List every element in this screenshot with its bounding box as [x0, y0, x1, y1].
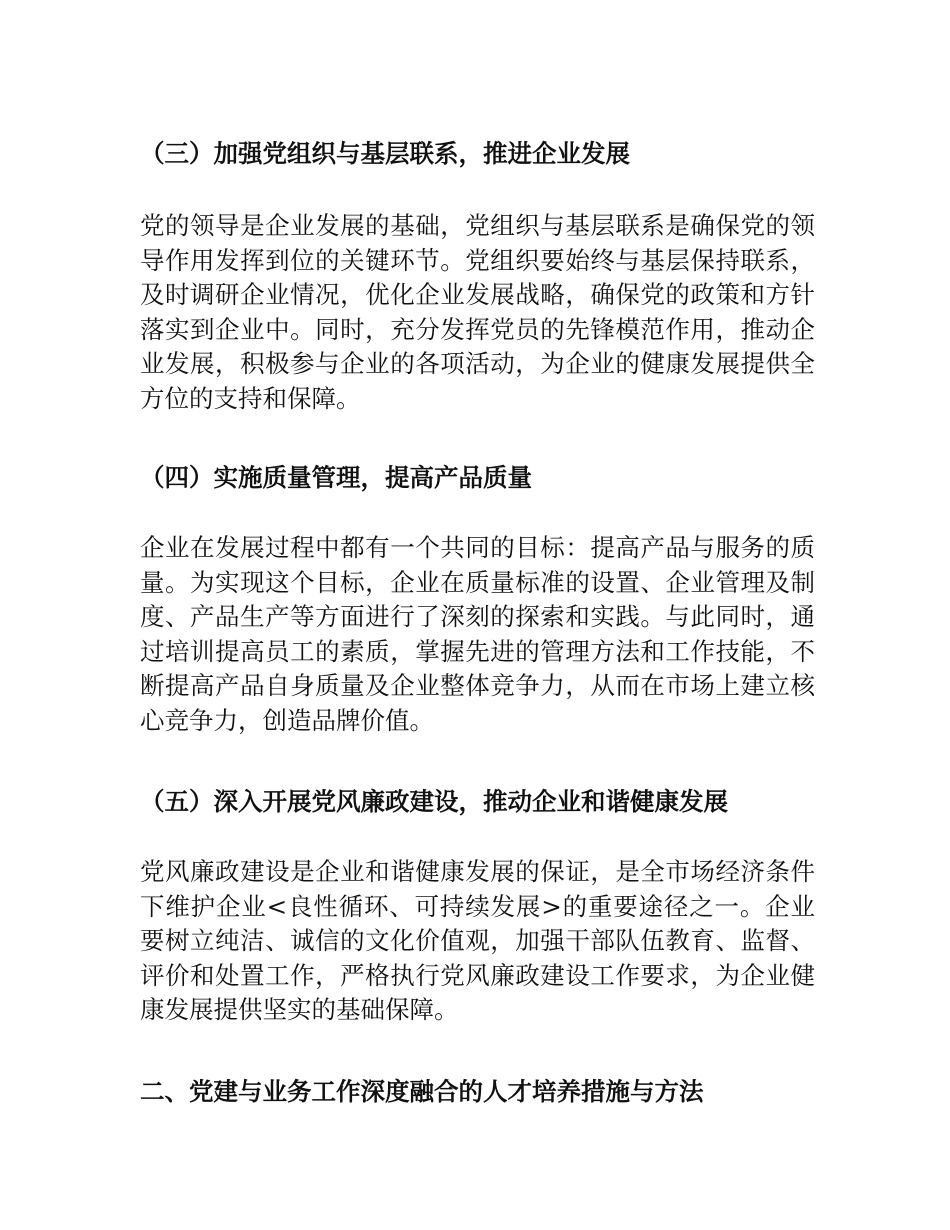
paragraph-line: 方位的支持和保障。	[140, 383, 361, 413]
paragraph-line: 企业在发展过程中都有一个共同的目标：提高产品与服务的质	[140, 533, 815, 562]
paragraph-line: 要树立纯洁、诚信的文化价值观，加强干部队伍教育、监督、	[140, 926, 815, 956]
paragraph-line: 业发展，积极参与企业的各项活动，为企业的健康发展提供全	[140, 349, 815, 379]
paragraph-line: 过培训提高员工的素质，掌握先进的管理方法和工作技能，不	[140, 636, 815, 666]
paragraph-line: 下维护企业<良性循环、可持续发展>的重要途径之一。企业	[140, 891, 815, 921]
paragraph-line: 断提高产品自身质量及企业整体竞争力，从而在市场上建立核	[140, 671, 815, 701]
section-heading-3: （三）加强党组织与基层联系，推进企业发展	[140, 139, 630, 168]
paragraph-line: 康发展提供坚实的基础保障。	[140, 995, 459, 1025]
section-heading-5: （五）深入开展党风廉政建设，推动企业和谐健康发展	[140, 787, 728, 816]
paragraph-line: 党风廉政建设是企业和谐健康发展的保证，是全市场经济条件	[140, 857, 815, 886]
paragraph-line: 导作用发挥到位的关键环节。党组织要始终与基层保持联系，	[140, 245, 815, 275]
chapter-heading: 二、党建与业务工作深度融合的人才培养措施与方法	[140, 1077, 704, 1106]
paragraph-line: 量。为实现这个目标，企业在质量标准的设置、企业管理及制	[140, 567, 815, 597]
paragraph-line: 党的领导是企业发展的基础，党组织与基层联系是确保党的领	[140, 211, 815, 240]
section-paragraph-3	[140, 209, 815, 417]
paragraph-line: 心竞争力，创造品牌价值。	[140, 705, 434, 735]
section-paragraph-5	[140, 855, 815, 1028]
paragraph-line: 落实到企业中。同时，充分发挥党员的先锋模范作用，推动企	[140, 314, 815, 344]
section-heading-4: （四）实施质量管理，提高产品质量	[140, 463, 532, 492]
paragraph-line: 评价和处置工作，严格执行党风廉政建设工作要求，为企业健	[140, 960, 815, 990]
paragraph-line: 及时调研企业情况，优化企业发展战略，确保党的政策和方针	[140, 280, 815, 310]
paragraph-line: 度、产品生产等方面进行了深刻的探索和实践。与此同时，通	[140, 602, 815, 632]
section-paragraph-4	[140, 531, 815, 739]
